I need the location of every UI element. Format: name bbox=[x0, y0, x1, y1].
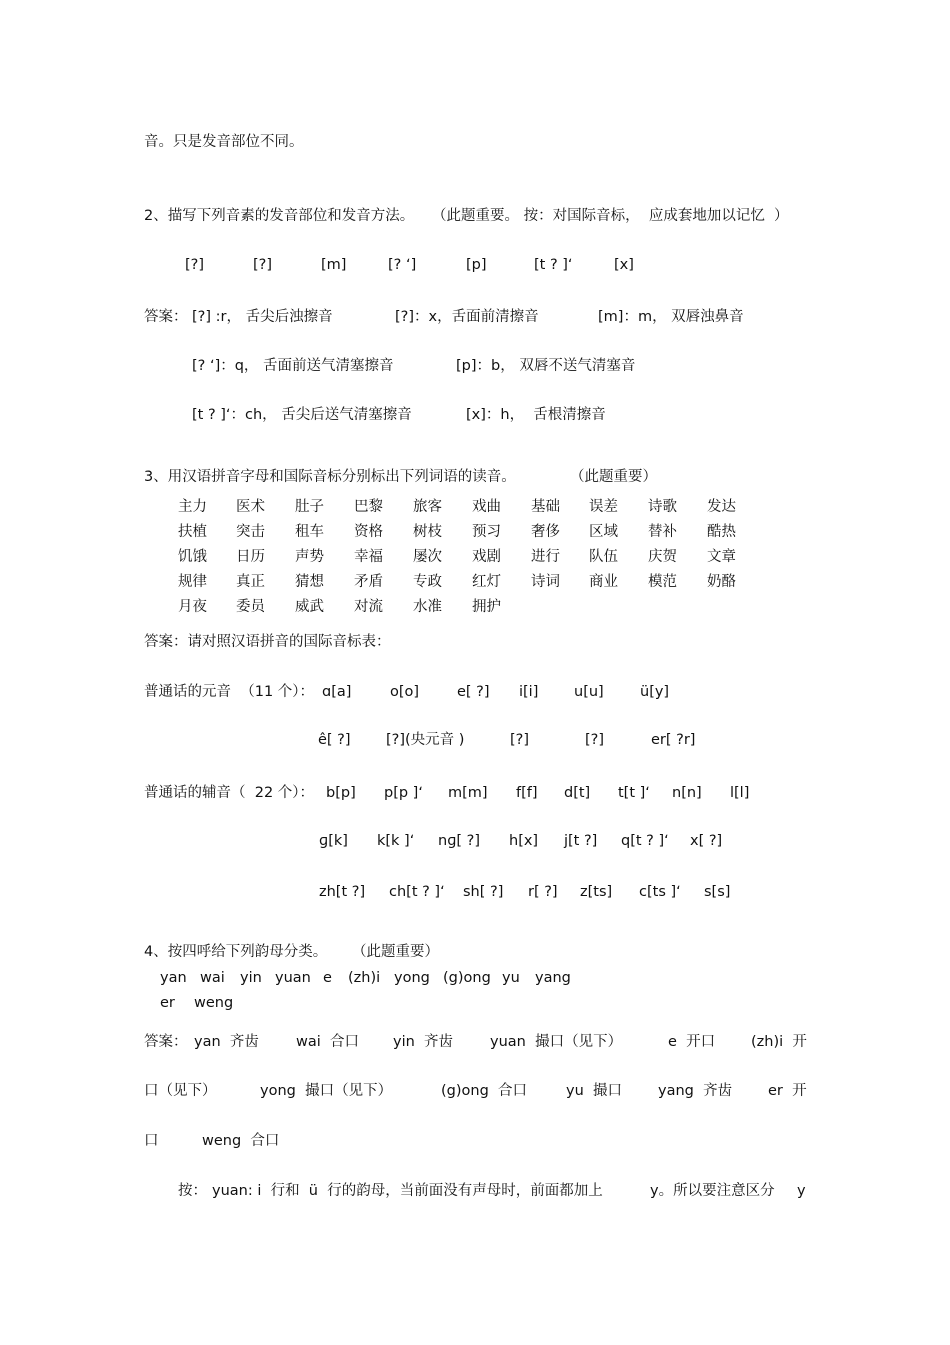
q3-word: 发达 bbox=[707, 499, 736, 515]
consonant-item: nɡ[ ?] bbox=[438, 833, 481, 849]
consonant-item: l[l] bbox=[730, 785, 750, 801]
q4-final: yang bbox=[535, 970, 571, 986]
q2-note: （此题重要。 按：对国际音标， 应成套地加以记忆 ） bbox=[432, 208, 789, 224]
q3-word: 戏曲 bbox=[472, 499, 501, 515]
vowel-item: ê[ ?] bbox=[318, 732, 351, 748]
consonant-item: b[p] bbox=[326, 785, 356, 801]
consonant-item: ch[t ? ]ʻ bbox=[389, 884, 445, 900]
q4-remark: 按： bbox=[178, 1183, 207, 1199]
q4-answer: wai 合口 bbox=[296, 1034, 359, 1050]
q3-word: 旅客 bbox=[413, 499, 442, 515]
q3-word: 规律 bbox=[178, 574, 207, 590]
q2-answer: [?]：x，舌面前清擦音 bbox=[395, 309, 539, 325]
q2-symbol: [x] bbox=[614, 257, 634, 273]
consonant-item: f[f] bbox=[516, 785, 538, 801]
q3-word: 矛盾 bbox=[354, 574, 383, 590]
q2-symbol: [p] bbox=[466, 257, 487, 273]
q3-word: 模范 bbox=[648, 574, 677, 590]
consonants-label: 普通话的辅音（ 22 个）： bbox=[144, 785, 315, 801]
q2-answer: [?] :r， 舌尖后浊擦音 bbox=[192, 309, 333, 325]
q4-answer-label: 答案： bbox=[144, 1034, 188, 1050]
q3-word: 专政 bbox=[413, 574, 442, 590]
q3-word: 屡次 bbox=[413, 549, 442, 565]
q2-symbol: [?] bbox=[253, 257, 273, 273]
q4-answer: 口 bbox=[144, 1133, 159, 1149]
q3-word: 红灯 bbox=[472, 574, 501, 590]
vowels-label: 普通话的元音 （11 个）： bbox=[144, 684, 315, 700]
q4-final: (g)ong bbox=[443, 970, 491, 986]
q4-answer: e 开口 bbox=[668, 1034, 716, 1050]
q3-word: 幸福 bbox=[354, 549, 383, 565]
vowel-item: [?] bbox=[585, 732, 605, 748]
vowel-item: [?] bbox=[510, 732, 530, 748]
q3-word: 诗歌 bbox=[648, 499, 677, 515]
q4-final: yu bbox=[502, 970, 520, 986]
q3-word: 预习 bbox=[472, 524, 501, 540]
q3-word: 文章 bbox=[707, 549, 736, 565]
q3-word: 区域 bbox=[589, 524, 618, 540]
q3-title: 3、用汉语拼音字母和国际音标分别标出下列词语的读音。 bbox=[144, 469, 516, 485]
q3-word: 巴黎 bbox=[354, 499, 383, 515]
q4-final: (zh)i bbox=[348, 970, 381, 986]
q4-note: （此题重要） bbox=[352, 944, 439, 960]
q3-word: 水准 bbox=[413, 599, 442, 615]
q2-symbol: [? ʻ] bbox=[388, 257, 417, 273]
consonant-item: k[k ]ʻ bbox=[377, 833, 415, 849]
q4-remark: y bbox=[797, 1183, 806, 1199]
q3-word: 猜想 bbox=[295, 574, 324, 590]
q4-final: yan bbox=[160, 970, 187, 986]
q3-word: 拥护 bbox=[472, 599, 501, 615]
q4-remark: y。所以要注意区分 bbox=[650, 1183, 775, 1199]
q2-answer: [m]：m， 双唇浊鼻音 bbox=[598, 309, 744, 325]
vowel-item: ü[y] bbox=[640, 684, 670, 700]
q3-word: 肚子 bbox=[295, 499, 324, 515]
consonant-item: j[t ?] bbox=[564, 833, 598, 849]
q3-word: 突击 bbox=[236, 524, 265, 540]
q4-final: e bbox=[323, 970, 332, 986]
q3-word: 树枝 bbox=[413, 524, 442, 540]
q4-final: wai bbox=[200, 970, 225, 986]
vowel-item: er[ ?r] bbox=[651, 732, 696, 748]
consonant-item: d[t] bbox=[564, 785, 591, 801]
q2-answer: [? ʻ]：q， 舌面前送气清塞擦音 bbox=[192, 358, 394, 374]
q3-word: 声势 bbox=[295, 549, 324, 565]
consonant-item: q[t ? ]ʻ bbox=[621, 833, 669, 849]
q3-word: 误差 bbox=[589, 499, 618, 515]
q3-word: 酷热 bbox=[707, 524, 736, 540]
q4-remark: yuan: i 行和 ü 行的韵母，当前面没有声母时，前面都加上 bbox=[212, 1183, 603, 1199]
q3-word: 戏剧 bbox=[472, 549, 501, 565]
q4-answer: yang 齐齿 bbox=[658, 1083, 733, 1099]
q3-word: 商业 bbox=[589, 574, 618, 590]
q4-answer: yan 齐齿 bbox=[194, 1034, 259, 1050]
q4-final: yong bbox=[394, 970, 430, 986]
q3-word: 进行 bbox=[531, 549, 560, 565]
q3-word: 日历 bbox=[236, 549, 265, 565]
consonant-item: n[n] bbox=[672, 785, 702, 801]
q3-word: 真正 bbox=[236, 574, 265, 590]
q3-word: 饥饿 bbox=[178, 549, 207, 565]
intro-line: 音。只是发音部位不同。 bbox=[144, 134, 304, 150]
consonant-item: m[m] bbox=[448, 785, 488, 801]
consonant-item: r[ ?] bbox=[528, 884, 558, 900]
q3-word: 租车 bbox=[295, 524, 324, 540]
q2-answer: [t ? ]ʻ：ch， 舌尖后送气清塞擦音 bbox=[192, 407, 412, 423]
q4-answer: 口（见下） bbox=[144, 1083, 217, 1099]
consonant-item: ɡ[k] bbox=[319, 833, 348, 849]
consonant-item: t[t ]ʻ bbox=[618, 785, 650, 801]
q3-note: （此题重要） bbox=[570, 469, 657, 485]
q4-final: yin bbox=[240, 970, 262, 986]
vowel-item: u[u] bbox=[574, 684, 604, 700]
vowel-item: e[ ?] bbox=[457, 684, 490, 700]
q3-word: 基础 bbox=[531, 499, 560, 515]
q2-symbol: [m] bbox=[321, 257, 347, 273]
vowel-item: o[o] bbox=[390, 684, 420, 700]
vowel-item: i[i] bbox=[519, 684, 539, 700]
q2-symbol: [?] bbox=[185, 257, 205, 273]
q3-word: 威武 bbox=[295, 599, 324, 615]
q2-title: 2、描写下列音素的发音部位和发音方法。 bbox=[144, 208, 415, 224]
q4-answer: yin 齐齿 bbox=[393, 1034, 454, 1050]
consonant-item: p[p ]ʻ bbox=[384, 785, 423, 801]
q4-title: 4、按四呼给下列韵母分类。 bbox=[144, 944, 328, 960]
q4-final: yuan bbox=[275, 970, 311, 986]
consonant-item: zh[t ?] bbox=[319, 884, 366, 900]
q4-answer: (zh)i 开 bbox=[751, 1034, 807, 1050]
q3-word: 诗词 bbox=[531, 574, 560, 590]
q2-answer: [p]：b， 双唇不送气清塞音 bbox=[456, 358, 636, 374]
q4-final: er bbox=[160, 995, 175, 1011]
consonant-item: sh[ ?] bbox=[463, 884, 504, 900]
q2-symbol: [t ? ]ʻ bbox=[534, 257, 573, 273]
q4-answer: (g)ong 合口 bbox=[441, 1083, 528, 1099]
q4-answer: yu 撮口 bbox=[566, 1083, 622, 1099]
q3-word: 主力 bbox=[178, 499, 207, 515]
q2-answer: [x]：h， 舌根清擦音 bbox=[466, 407, 606, 423]
q4-answer: weng 合口 bbox=[202, 1133, 280, 1149]
q3-word: 资格 bbox=[354, 524, 383, 540]
q3-word: 对流 bbox=[354, 599, 383, 615]
q4-answer: er 开 bbox=[768, 1083, 807, 1099]
q4-answer: yong 撮口（见下） bbox=[260, 1083, 393, 1099]
q3-word: 奶酪 bbox=[707, 574, 736, 590]
q3-answer: 答案：请对照汉语拼音的国际音标表： bbox=[144, 634, 391, 650]
q3-word: 替补 bbox=[648, 524, 677, 540]
vowel-item: ɑ[a] bbox=[322, 684, 352, 700]
consonant-item: c[ts ]ʻ bbox=[639, 884, 681, 900]
consonant-item: x[ ?] bbox=[690, 833, 723, 849]
q3-word: 扶植 bbox=[178, 524, 207, 540]
q4-final: weng bbox=[194, 995, 234, 1011]
q3-word: 庆贺 bbox=[648, 549, 677, 565]
consonant-item: h[x] bbox=[509, 833, 539, 849]
q3-word: 奢侈 bbox=[531, 524, 560, 540]
q2-answer-label: 答案： bbox=[144, 309, 188, 325]
q4-answer: yuan 撮口（见下） bbox=[490, 1034, 623, 1050]
consonant-item: s[s] bbox=[704, 884, 731, 900]
q3-word: 医术 bbox=[236, 499, 265, 515]
consonant-item: z[ts] bbox=[580, 884, 613, 900]
vowel-item: [?](央元音 ) bbox=[386, 732, 465, 748]
q3-word: 队伍 bbox=[589, 549, 618, 565]
q3-word: 委员 bbox=[236, 599, 265, 615]
q3-word: 月夜 bbox=[178, 599, 207, 615]
